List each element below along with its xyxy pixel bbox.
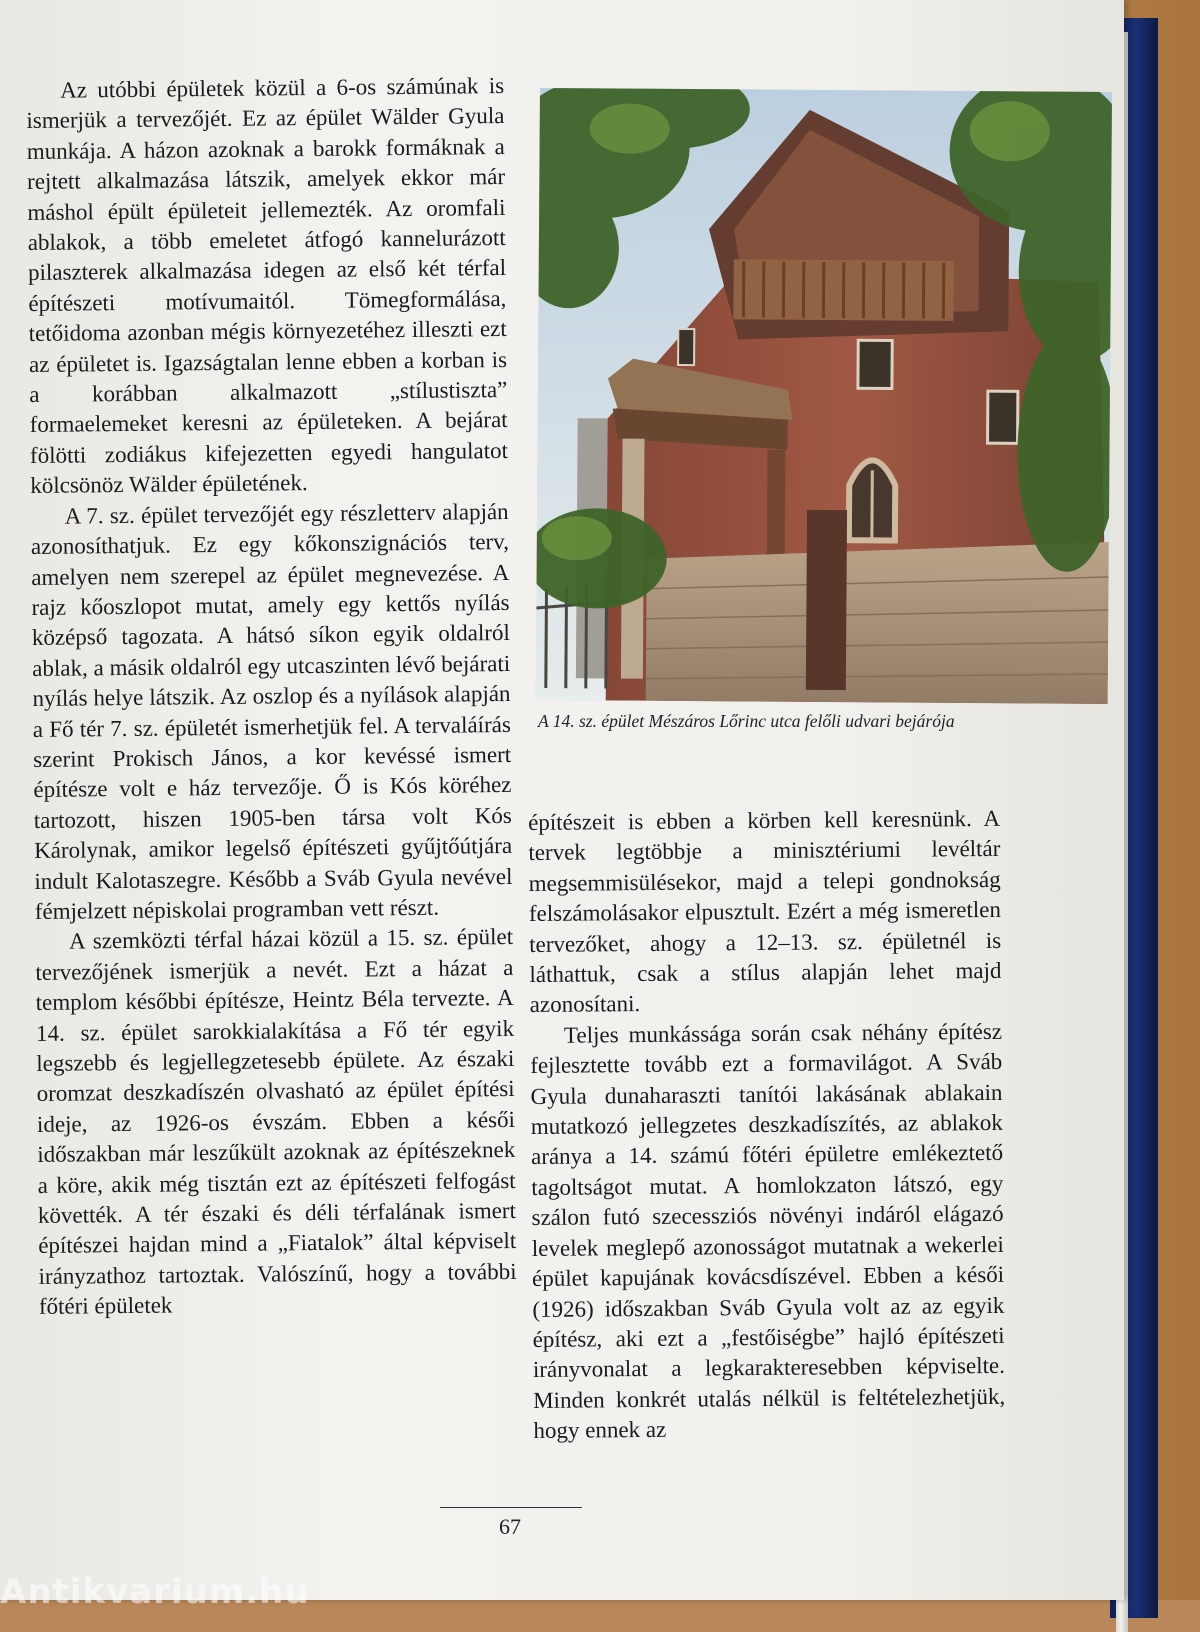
photo-caption: A 14. sz. épület Mészáros Lőrinc utca felőli udvari bejárója xyxy=(538,710,978,733)
page-number-rule xyxy=(440,1507,582,1508)
building-photo xyxy=(536,88,1112,704)
watermark: Antikvarium.hu xyxy=(0,1572,310,1600)
right-text-column xyxy=(528,804,1006,1447)
paragraph-3: A szemközti térfal házai közül a 15. sz. épület tervezőjének ismerjük a nevét. Ezt a házat a templom későbbi építésze, Heintz Béla tervezte. A 14. sz. épület sarokkialakítása a Fő tér egyik legszebb és legjellegzetesebb épülete. Az északi oromzat deszkadíszén olvasható az épület építési ideje, az 1926-os évszám. Ebben a késői időszakban már leszűkült azoknak az építészeknek a köre, akik még tisztán ezt az építészeti felfogást követték. A tér északi és déli térfalának ismert építészei hajdan mind a „Fiatalok” által képviselt irányzathoz tartoztak. Valószínű, hogy a további főtéri épületek xyxy=(35,922,517,1322)
paragraph-4: építészeit is ebben a körben kell keresnünk. A tervek legtöbbje a minisztériumi levéltár megsemmisülésekor, majd a telepi gondnokság felszámolásakor elpusztult. Ezért a még ismeretlen tervezőket, ahogy a 12–13. sz. épületnél is láthattuk, csak a stílus alapján lehet majd azonosítani. xyxy=(528,804,1002,1021)
page-number: 67 xyxy=(480,1514,540,1540)
left-text-column xyxy=(26,71,517,1323)
paragraph-2: A 7. sz. épület tervezőjét egy részletterv alapján azonosíthatjuk. Ez egy kőkonszignációs terv, amelyen nem szerepel az épület megnevezése. A rajz kőoszlopot mutat, amely egy kettős nyílás középső tagozata. A hátsó síkon egyik oldalról ablak, a másik oldalról egy utcaszinten lévő bejárati nyílás helye látszik. Az oszlop és a nyílások alapján a Fő tér 7. sz. épületét ismerhetjük fel. A tervaláírás szerint Prokisch János, a kor kevéssé ismert építésze volt e ház tervezője. Ő is Kós köréhez tartozott, hiszen 1905-ben társa volt Kós Károlynak, amikor legelső építészeti gyűjtőútjára indult Kalotaszegre. Később a Sváb Gyula nevével fémjelzett népiskolai programban vett részt. xyxy=(30,497,512,928)
paragraph-1: Az utóbbi épületek közül a 6-os számúnak is ismerjük a tervezőjét. Ez az épület Wälder Gyula munkája. A házon azoknak a barokk formáknak a rejtett alkalmazása látszik, amelyek ekkor már máshol épült épületeit jellemezték. Az oromfali ablakok, a több emeletet átfogó kannelurázott pilaszterek alkalmazása idegen az első két térfal építészeti motívumaitól. Tömegformálása, tetőidoma azonban mégis környezetéhez illeszti ezt az épületet is. Igazságtalan lenne ebben a korban is a korábban alkalmazott „stílustiszta” formaelemeket keresni az épületeken. A bejárat fölötti zodiákus kifejezetten egyedi hangulatot kölcsönöz Wälder épületének. xyxy=(26,71,508,502)
paragraph-5: Teljes munkássága során csak néhány építész fejlesztette tovább ezt a formavilágot. A Sváb Gyula dunaharaszti tanítói lakásának ablakain mutatkozó jellegzetes deszkadíszítés, az ablakok aránya a 14. számú főtéri épületre emlékeztető tagoltságot mutat. A homlokzaton látszó, egy szálon futó szecessziós növényi indáról elágazó levelek meglepő azonosságot mutatnak a wekerlei épület kapujának kovácsdíszével. Ebben a késői (1926) időszakban Sváb Gyula volt az az egyik építész, aki ezt a „festőiségbe” hajló építészeti irányvonalat a legkarakteresebben képviselte. Minden konkrét utalás nélkül is feltételezhetjük, hogy ennek az xyxy=(530,1017,1006,1447)
